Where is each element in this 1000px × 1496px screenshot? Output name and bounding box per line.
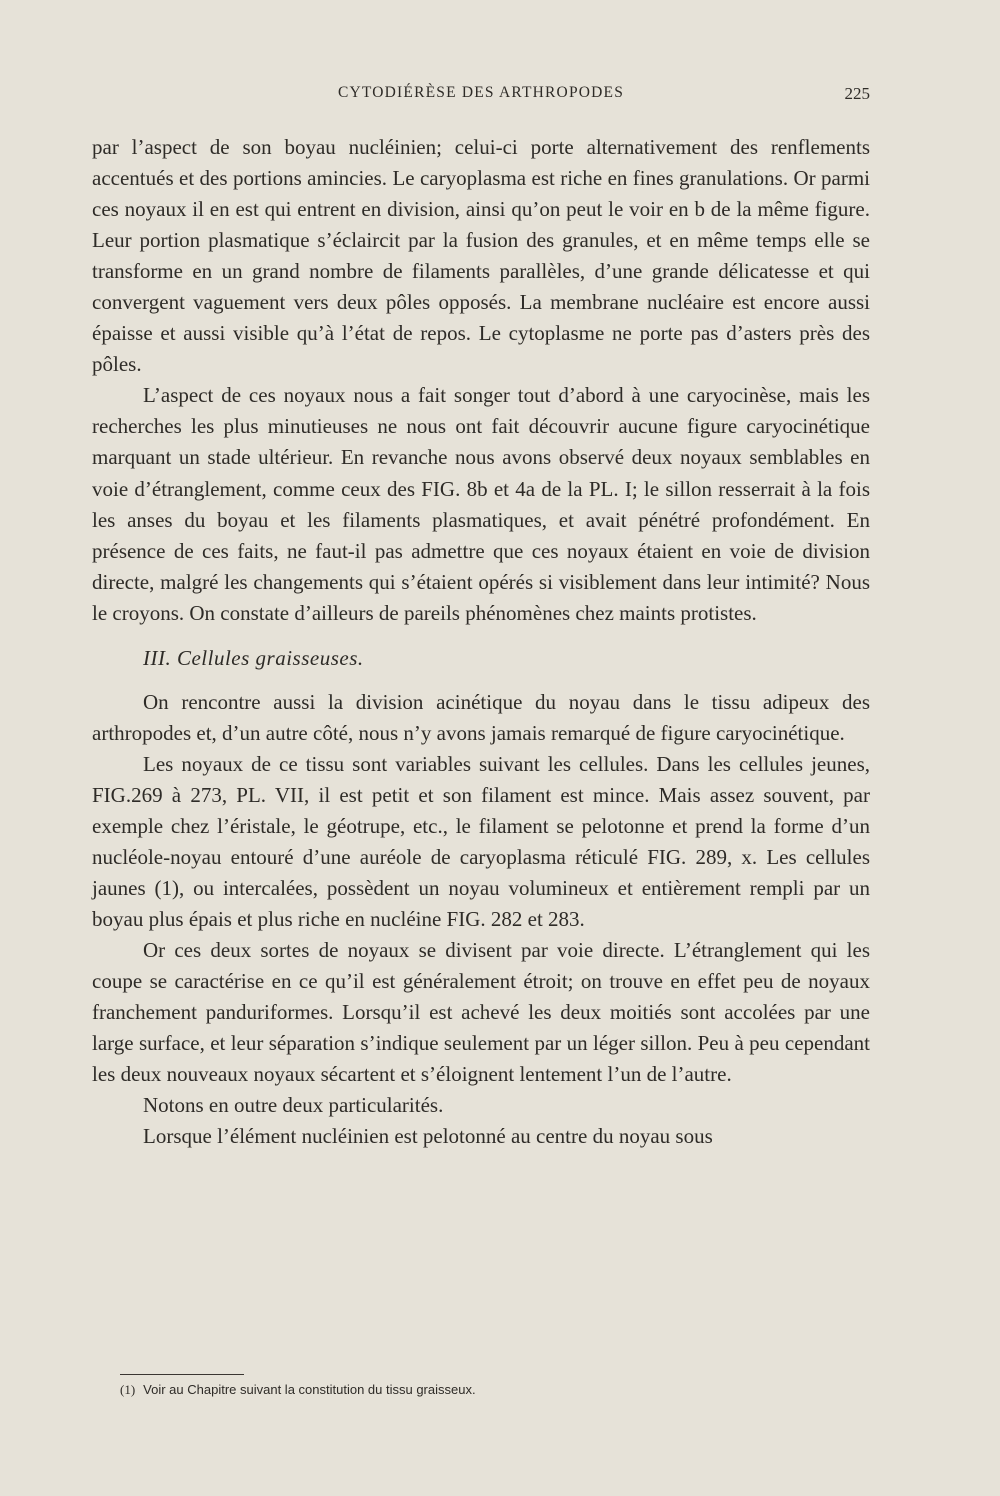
section-heading: III. Cellules graisseuses. <box>143 645 364 670</box>
footnote <box>120 1381 820 1399</box>
running-title: CYTODIÉRÈSE DES ARTHROPODES <box>337 84 625 101</box>
paragraph: Notons en outre deux particularités. <box>143 1093 444 1118</box>
paragraph: L’aspect de ces noyaux nous a fait songer tout d’abord à une caryocinèse, mais les recherches les plus minutieuses ne nous ont fait découvrir aucune figure caryocinétique marquant un stade ultérieur. En revanche nous avons observé deux noyaux semblables en voie d’étranglement, comme ceux des FIG. 8b et 4a de la PL. I; le sillon resserrait à la fois les anses du boyau et les filaments plasmatiques, et avait pénétré profondément. En présence de ces faits, ne faut-il pas admettre que ces noyaux étaient en voie de division directe, malgré les changements qui s’étaient opérés si visiblement dans leur intimité? Nous le croyons. On constate d’ailleurs de pareils phénomènes chez maints protistes. <box>92 383 870 625</box>
footnote-rule <box>120 1374 244 1375</box>
paragraph: Les noyaux de ce tissu sont variables suivant les cellules. Dans les cellules jeunes, FIG.269 à 273, PL. VII, il est petit et son filament est mince. Mais assez souvent, par exemple chez l’éristale, le géotrupe, etc., le filament se pelotonne et prend la forme d’un nucléole-noyau entouré d’une auréole de caryoplasma réticulé FIG. 289, x. Les cellules jaunes (1), ou intercalées, possèdent un noyau volumineux et entièrement rempli par un boyau plus épais et plus riche en nucléine FIG. 282 et 283. <box>92 751 870 932</box>
running-head <box>92 84 870 108</box>
paragraph: On rencontre aussi la division acinétique du noyau dans le tissu adipeux des arthropodes et, d’un autre côté, nous n’y avons jamais remarqué de figure caryocinétique. <box>92 689 870 745</box>
footnote-marker: (1) <box>120 1382 136 1397</box>
footnote-text: Voir au Chapitre suivant la constitution du tissu graisseux. <box>143 1382 476 1397</box>
page-number: 225 <box>844 84 870 103</box>
paragraph: par l’aspect de son boyau nucléinien; celui-ci porte alternativement des renflements accentués et des portions amincies. Le caryoplasma est riche en fines granulations. Or parmi ces noyaux il en est qui entrent en division, ainsi qu’on peut le voir en b de la même figure. Leur portion plasmatique s’éclaircit par la fusion des granules, et en même temps elle se transforme en un grand nombre de filaments parallèles, d’une grande délicatesse et qui convergent vaguement vers deux pôles opposés. La membrane nucléaire est encore aussi épaisse et aussi visible qu’à l’état de repos. Le cytoplasme ne porte pas d’asters près des pôles. <box>92 135 870 377</box>
body-text <box>92 132 870 1152</box>
paragraph: Or ces deux sortes de noyaux se divisent par voie directe. L’étranglement qui les coupe se caractérise en ce qu’il est généralement étroit; on trouve en effet peu de noyaux franchement panduriformes. Lorsqu’il est achevé les deux moitiés sont accolées par une large surface, et leur séparation s’indique seulement par un léger sillon. Peu à peu cependant les deux nouveaux noyaux sécartent et s’éloignent lentement l’un de l’autre. <box>92 938 870 1087</box>
paragraph: Lorsque l’élément nucléinien est pelotonné au centre du noyau sous <box>143 1124 713 1149</box>
